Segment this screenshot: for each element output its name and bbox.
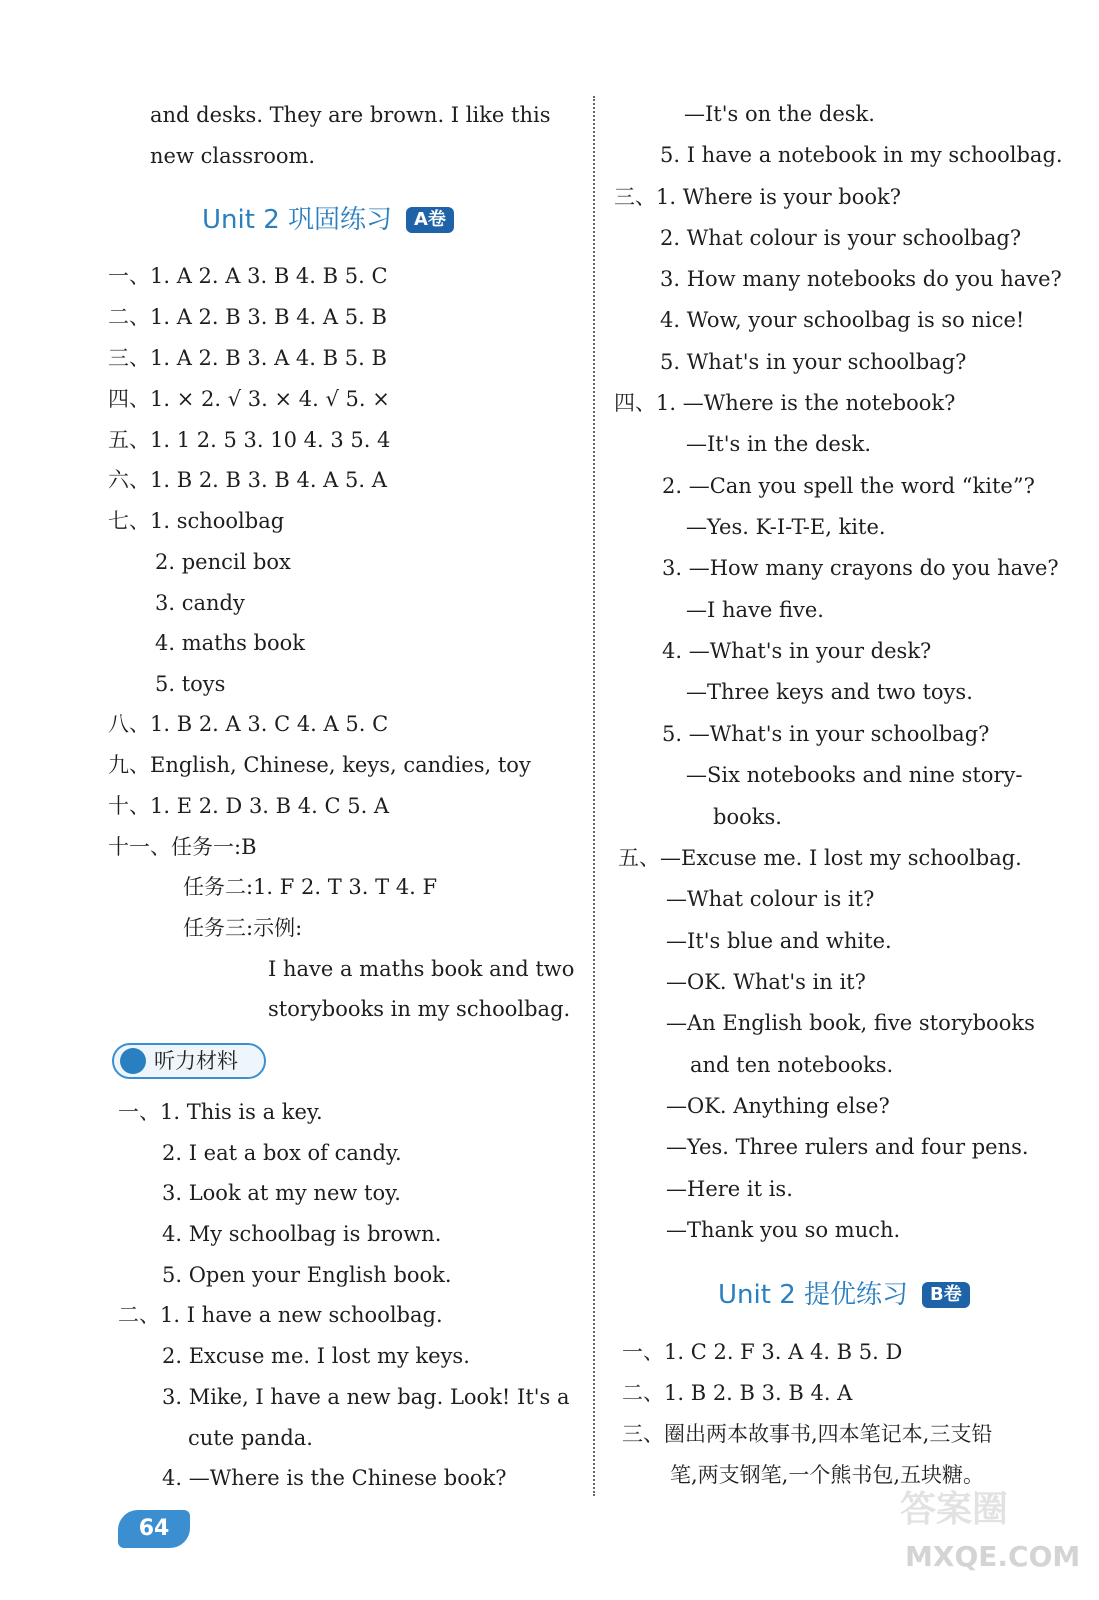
text-line: 2. What colour is your schoolbag? bbox=[660, 226, 1022, 250]
text-line: —Six notebooks and nine story- bbox=[686, 763, 1023, 787]
text-line: and desks. They are brown. I like this bbox=[150, 103, 551, 127]
text-line: —Yes. Three rulers and four pens. bbox=[666, 1135, 1029, 1159]
text-line: 5. What's in your schoolbag? bbox=[660, 350, 967, 374]
badge-a: A卷 bbox=[406, 207, 454, 233]
listening-line: 一、1. This is a key. bbox=[118, 1100, 323, 1124]
answer-line: 一、1. C 2. F 3. A 4. B 5. D bbox=[622, 1340, 903, 1364]
answer-line: 2. pencil box bbox=[155, 550, 291, 574]
text-line: —It's on the desk. bbox=[684, 102, 875, 126]
text-line: —Here it is. bbox=[666, 1177, 793, 1201]
text-line: new classroom. bbox=[150, 144, 316, 168]
text-line: —Three keys and two toys. bbox=[686, 680, 973, 704]
answer-line: 九、English, Chinese, keys, candies, toy bbox=[108, 753, 531, 777]
listening-label-text: 听力材料 bbox=[154, 1049, 238, 1073]
answer-line: 三、1. A 2. B 3. A 4. B 5. B bbox=[108, 346, 387, 370]
watermark-logo: 答案圈 bbox=[900, 1489, 1009, 1530]
text-line: 五、—Excuse me. I lost my schoolbag. bbox=[618, 846, 1022, 870]
heading-title: Unit 2 巩固练习 bbox=[202, 205, 392, 235]
text-line: —Thank you so much. bbox=[666, 1218, 901, 1242]
text-line: 3. How many notebooks do you have? bbox=[660, 267, 1062, 291]
answer-line: 四、1. × 2. √ 3. × 4. √ 5. × bbox=[108, 387, 390, 411]
text-line: 4. —What's in your desk? bbox=[662, 639, 932, 663]
answer-line: 任务二:1. F 2. T 3. T 4. F bbox=[183, 875, 438, 899]
answer-line: 五、1. 1 2. 5 3. 10 4. 3 5. 4 bbox=[108, 428, 391, 452]
text-line: books. bbox=[713, 805, 782, 829]
text-line: 四、1. —Where is the notebook? bbox=[614, 391, 956, 415]
answer-line: 5. toys bbox=[155, 672, 226, 696]
text-line: and ten notebooks. bbox=[690, 1053, 894, 1077]
answer-line: storybooks in my schoolbag. bbox=[268, 997, 571, 1021]
text-line: 2. —Can you spell the word “kite”? bbox=[662, 474, 1035, 498]
text-line: 3. —How many crayons do you have? bbox=[662, 556, 1059, 580]
answer-line: I have a maths book and two bbox=[268, 957, 575, 981]
text-line: 三、1. Where is your book? bbox=[614, 185, 902, 209]
answer-line: 一、1. A 2. A 3. B 4. B 5. C bbox=[108, 264, 388, 288]
listening-line: 2. Excuse me. I lost my keys. bbox=[162, 1344, 470, 1368]
answer-line: 十、1. E 2. D 3. B 4. C 5. A bbox=[108, 794, 390, 818]
section-heading-a bbox=[202, 203, 454, 237]
answer-line: 七、1. schoolbag bbox=[108, 509, 285, 533]
answer-line: 六、1. B 2. B 3. B 4. A 5. A bbox=[108, 468, 387, 492]
text-line: —What colour is it? bbox=[666, 887, 875, 911]
badge-b: B卷 bbox=[922, 1282, 970, 1308]
answer-line: 二、1. A 2. B 3. B 4. A 5. B bbox=[108, 305, 387, 329]
watermark-url: MXQE.COM bbox=[905, 1540, 1081, 1573]
listening-line: 4. My schoolbag is brown. bbox=[162, 1222, 442, 1246]
column-divider bbox=[593, 96, 595, 1496]
listening-material-label bbox=[112, 1043, 266, 1079]
answer-line: 笔,两支钢笔,一个熊书包,五块糖。 bbox=[670, 1463, 985, 1487]
headphone-icon bbox=[120, 1048, 146, 1074]
heading-title: Unit 2 提优练习 bbox=[718, 1280, 908, 1310]
section-heading-b bbox=[718, 1278, 970, 1312]
text-line: —An English book, five storybooks bbox=[666, 1011, 1035, 1035]
text-line: —It's in the desk. bbox=[686, 432, 871, 456]
text-line: 5. —What's in your schoolbag? bbox=[662, 722, 990, 746]
text-line: —OK. What's in it? bbox=[666, 970, 866, 994]
answer-line: 二、1. B 2. B 3. B 4. A bbox=[622, 1381, 853, 1405]
listening-line: 5. Open your English book. bbox=[162, 1263, 452, 1287]
text-line: 4. Wow, your schoolbag is so nice! bbox=[660, 308, 1025, 332]
text-line: —It's blue and white. bbox=[666, 929, 892, 953]
text-line: —OK. Anything else? bbox=[666, 1094, 890, 1118]
answer-line: 十一、任务一:B bbox=[108, 835, 257, 859]
answer-line: 任务三:示例: bbox=[183, 916, 303, 940]
answer-line: 八、1. B 2. A 3. C 4. A 5. C bbox=[108, 712, 389, 736]
listening-line: 二、1. I have a new schoolbag. bbox=[118, 1303, 443, 1327]
text-line: 5. I have a notebook in my schoolbag. bbox=[660, 143, 1063, 167]
page-number: 64 bbox=[118, 1510, 190, 1548]
listening-line: cute panda. bbox=[188, 1426, 313, 1450]
text-line: —I have five. bbox=[686, 598, 824, 622]
listening-line: 2. I eat a box of candy. bbox=[162, 1141, 402, 1165]
listening-line: 3. Mike, I have a new bag. Look! It's a bbox=[162, 1385, 570, 1409]
text-line: —Yes. K-I-T-E, kite. bbox=[686, 515, 886, 539]
listening-line: 4. —Where is the Chinese book? bbox=[162, 1466, 507, 1490]
listening-line: 3. Look at my new toy. bbox=[162, 1181, 401, 1205]
answer-line: 三、圈出两本故事书,四本笔记本,三支铅 bbox=[622, 1422, 993, 1446]
answer-line: 4. maths book bbox=[155, 631, 306, 655]
answer-line: 3. candy bbox=[155, 591, 245, 615]
